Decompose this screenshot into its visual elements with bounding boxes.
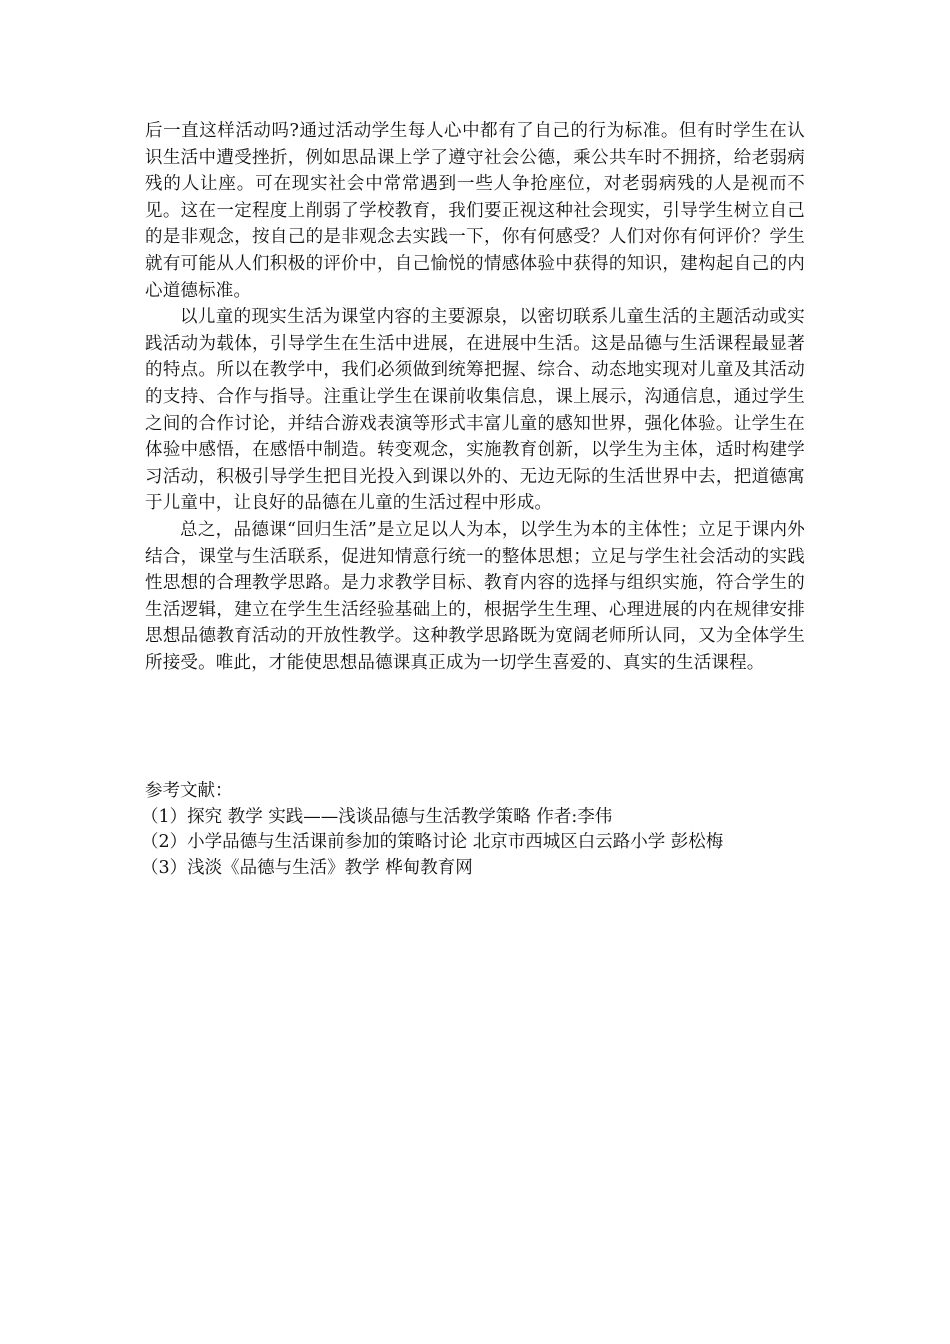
reference-item-1: （1）探究 教学 实践——浅谈品德与生活教学策略 作者:李伟 (141, 806, 613, 827)
reference-item-2: （2）小学品德与生活课前参加的策略讨论 北京市西城区白云路小学 彭松梅 (141, 832, 724, 852)
paragraph-3: 总之，品德课“回归生活”是立足以人为本，以学生为本的主体性；立足于课内外结合，课堂与生活联系，促进知情意行统一的整体思想；立足与学生社会活动的实践性思想的合理教学思路。是力求教学目标、教育内容的选择与组织实施，符合学生的生活逻辑，建立在学生生活经验基础上的，根据学生生理、心理进展的内在规律安排思想品德教育活动的开放性教学。这种教学思路既为宽阔老师所认同，又为全体学生所接受。唯此，才能使思想品德课真正成为一切学生喜爱的、真实的生活课程。 (145, 519, 805, 673)
paragraph-1: 后一直这样活动吗?通过活动学生每人心中都有了自己的行为标准。但有时学生在认识生活中遭受挫折，例如思品课上学了遵守社会公德，乘公共车时不拥挤，给老弱病残的人让座。可在现实社会中常常遇到一些人争抢座位，对老弱病残的人是视而不见。这在一定程度上削弱了学校教育，我们要正视这种社会现实，引导学生树立自己的是非观念，按自己的是非观念去实践一下，你有何感受？人们对你有何评价？学生就有可能从人们积极的评价中，自己愉悦的情感体验中获得的知识，建构起自己的内心道德标准。 (145, 121, 805, 301)
document-body (145, 118, 805, 676)
references-section (141, 779, 815, 881)
paragraph-2: 以儿童的现实生活为课堂内容的主要源泉，以密切联系儿童生活的主题活动或实践活动为载体，引导学生在生活中进展，在进展中生活。这是品德与生活课程最显著的特点。所以在教学中，我们必须做到统筹把握、综合、动态地实现对儿童及其活动的支持、合作与指导。注重让学生在课前收集信息，课上展示，沟通信息，通过学生之间的合作讨论，并结合游戏表演等形式丰富儿童的感知世界，强化体验。让学生在体验中感悟，在感悟中制造。转变观念，实施教育创新，以学生为主体，适时构建学习活动，积极引导学生把目光投入到课以外的、无边无际的生活世界中去，把道德寓于儿童中，让良好的品德在儿童的生活过程中形成。 (145, 307, 805, 514)
references-heading: 参考文献： (145, 781, 233, 801)
reference-item-3: （3）浅淡《品德与生活》教学 桦甸教育网 (141, 857, 473, 878)
